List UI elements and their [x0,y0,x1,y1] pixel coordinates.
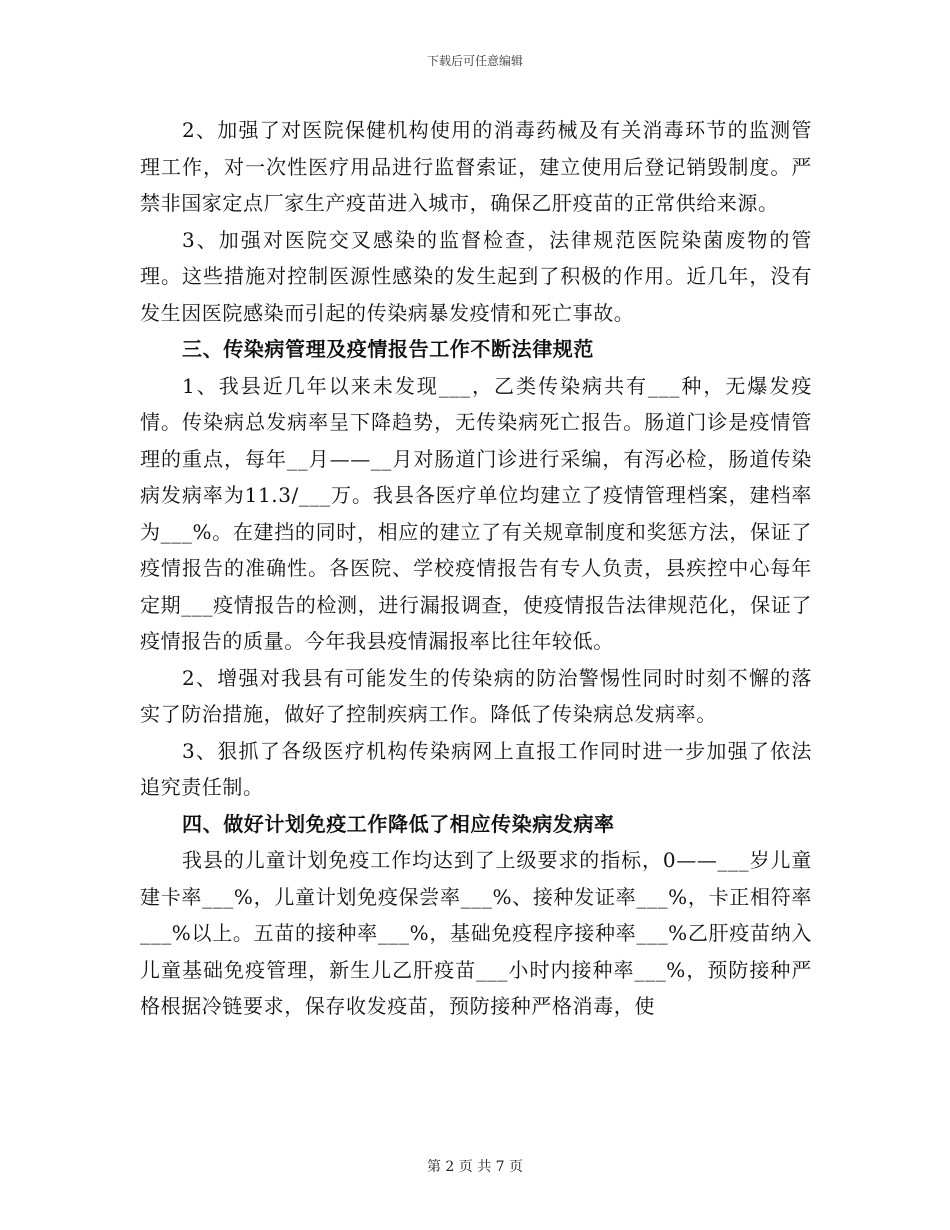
paragraph-prevention-measures: 2、增强对我县有可能发生的传染病的防治警惕性同时时刻不懈的落实了防治措施，做好了控制疾病工作。降低了传染病总发病率。 [140,665,812,726]
paragraph-immunization: 我县的儿童计划免疫工作均达到了上级要求的指标，0——___岁儿童建卡率___%，儿童计划免疫保尝率___%、接种发证率___%，卡正相符率___%以上。五苗的接种率___%，基础免疫程序接种率___%乙肝疫苗纳入儿童基础免疫管理，新生儿乙肝疫苗___小时内接种率___%，预防接种严格根据冷链要求，保存收发疫苗，预防接种严格消毒，使 [140,848,812,1018]
paragraph-cross-infection: 3、加强对医院交叉感染的监督检查，法律规范医院染菌废物的管理。这些措施对控制医源性感染的发生起到了积极的作用。近几年，没有发生因医院感染而引起的传染病暴发疫情和死亡事故。 [140,227,812,325]
document-body [140,112,812,1025]
section-heading-4: 四、做好计划免疫工作降低了相应传染病发病率 [182,811,615,836]
page-footer: 第 2 页 共 7 页 [426,1159,524,1175]
page-header: 下载后可任意编辑 [426,54,523,68]
paragraph-epidemic-report: 1、我县近几年以来未发现___，乙类传染病共有___种，无爆发疫情。传染病总发病率呈下降趋势，无传染病死亡报告。肠道门诊是疫情管理的重点，每年__月——__月对肠道门诊进行采编，有泻必检，肠道传染病发病率为11.3/___万。我县各医疗单位均建立了疫情管理档案，建档率为___%。在建挡的同时，相应的建立了有关规章制度和奖惩方法，保证了疫情报告的准确性。各医院、学校疫情报告有专人负责，县疾控中心每年定期___疫情报告的检测，进行漏报调查，使疫情报告法律规范化，保证了疫情报告的质量。今年我县疫情漏报率比往年较低。 [140,373,812,653]
paragraph-online-reporting: 3、狠抓了各级医疗机构传染病网上直报工作同时进一步加强了依法追究责任制。 [140,738,812,799]
paragraph-disinfection-supervision: 2、加强了对医院保健机构使用的消毒药械及有关消毒环节的监测管理工作，对一次性医疗用品进行监督索证，建立使用后登记销毁制度。严禁非国家定点厂家生产疫苗进入城市，确保乙肝疫苗的正常供给来源。 [140,118,812,215]
section-heading-3: 三、传染病管理及疫情报告工作不断法律规范 [182,337,594,361]
